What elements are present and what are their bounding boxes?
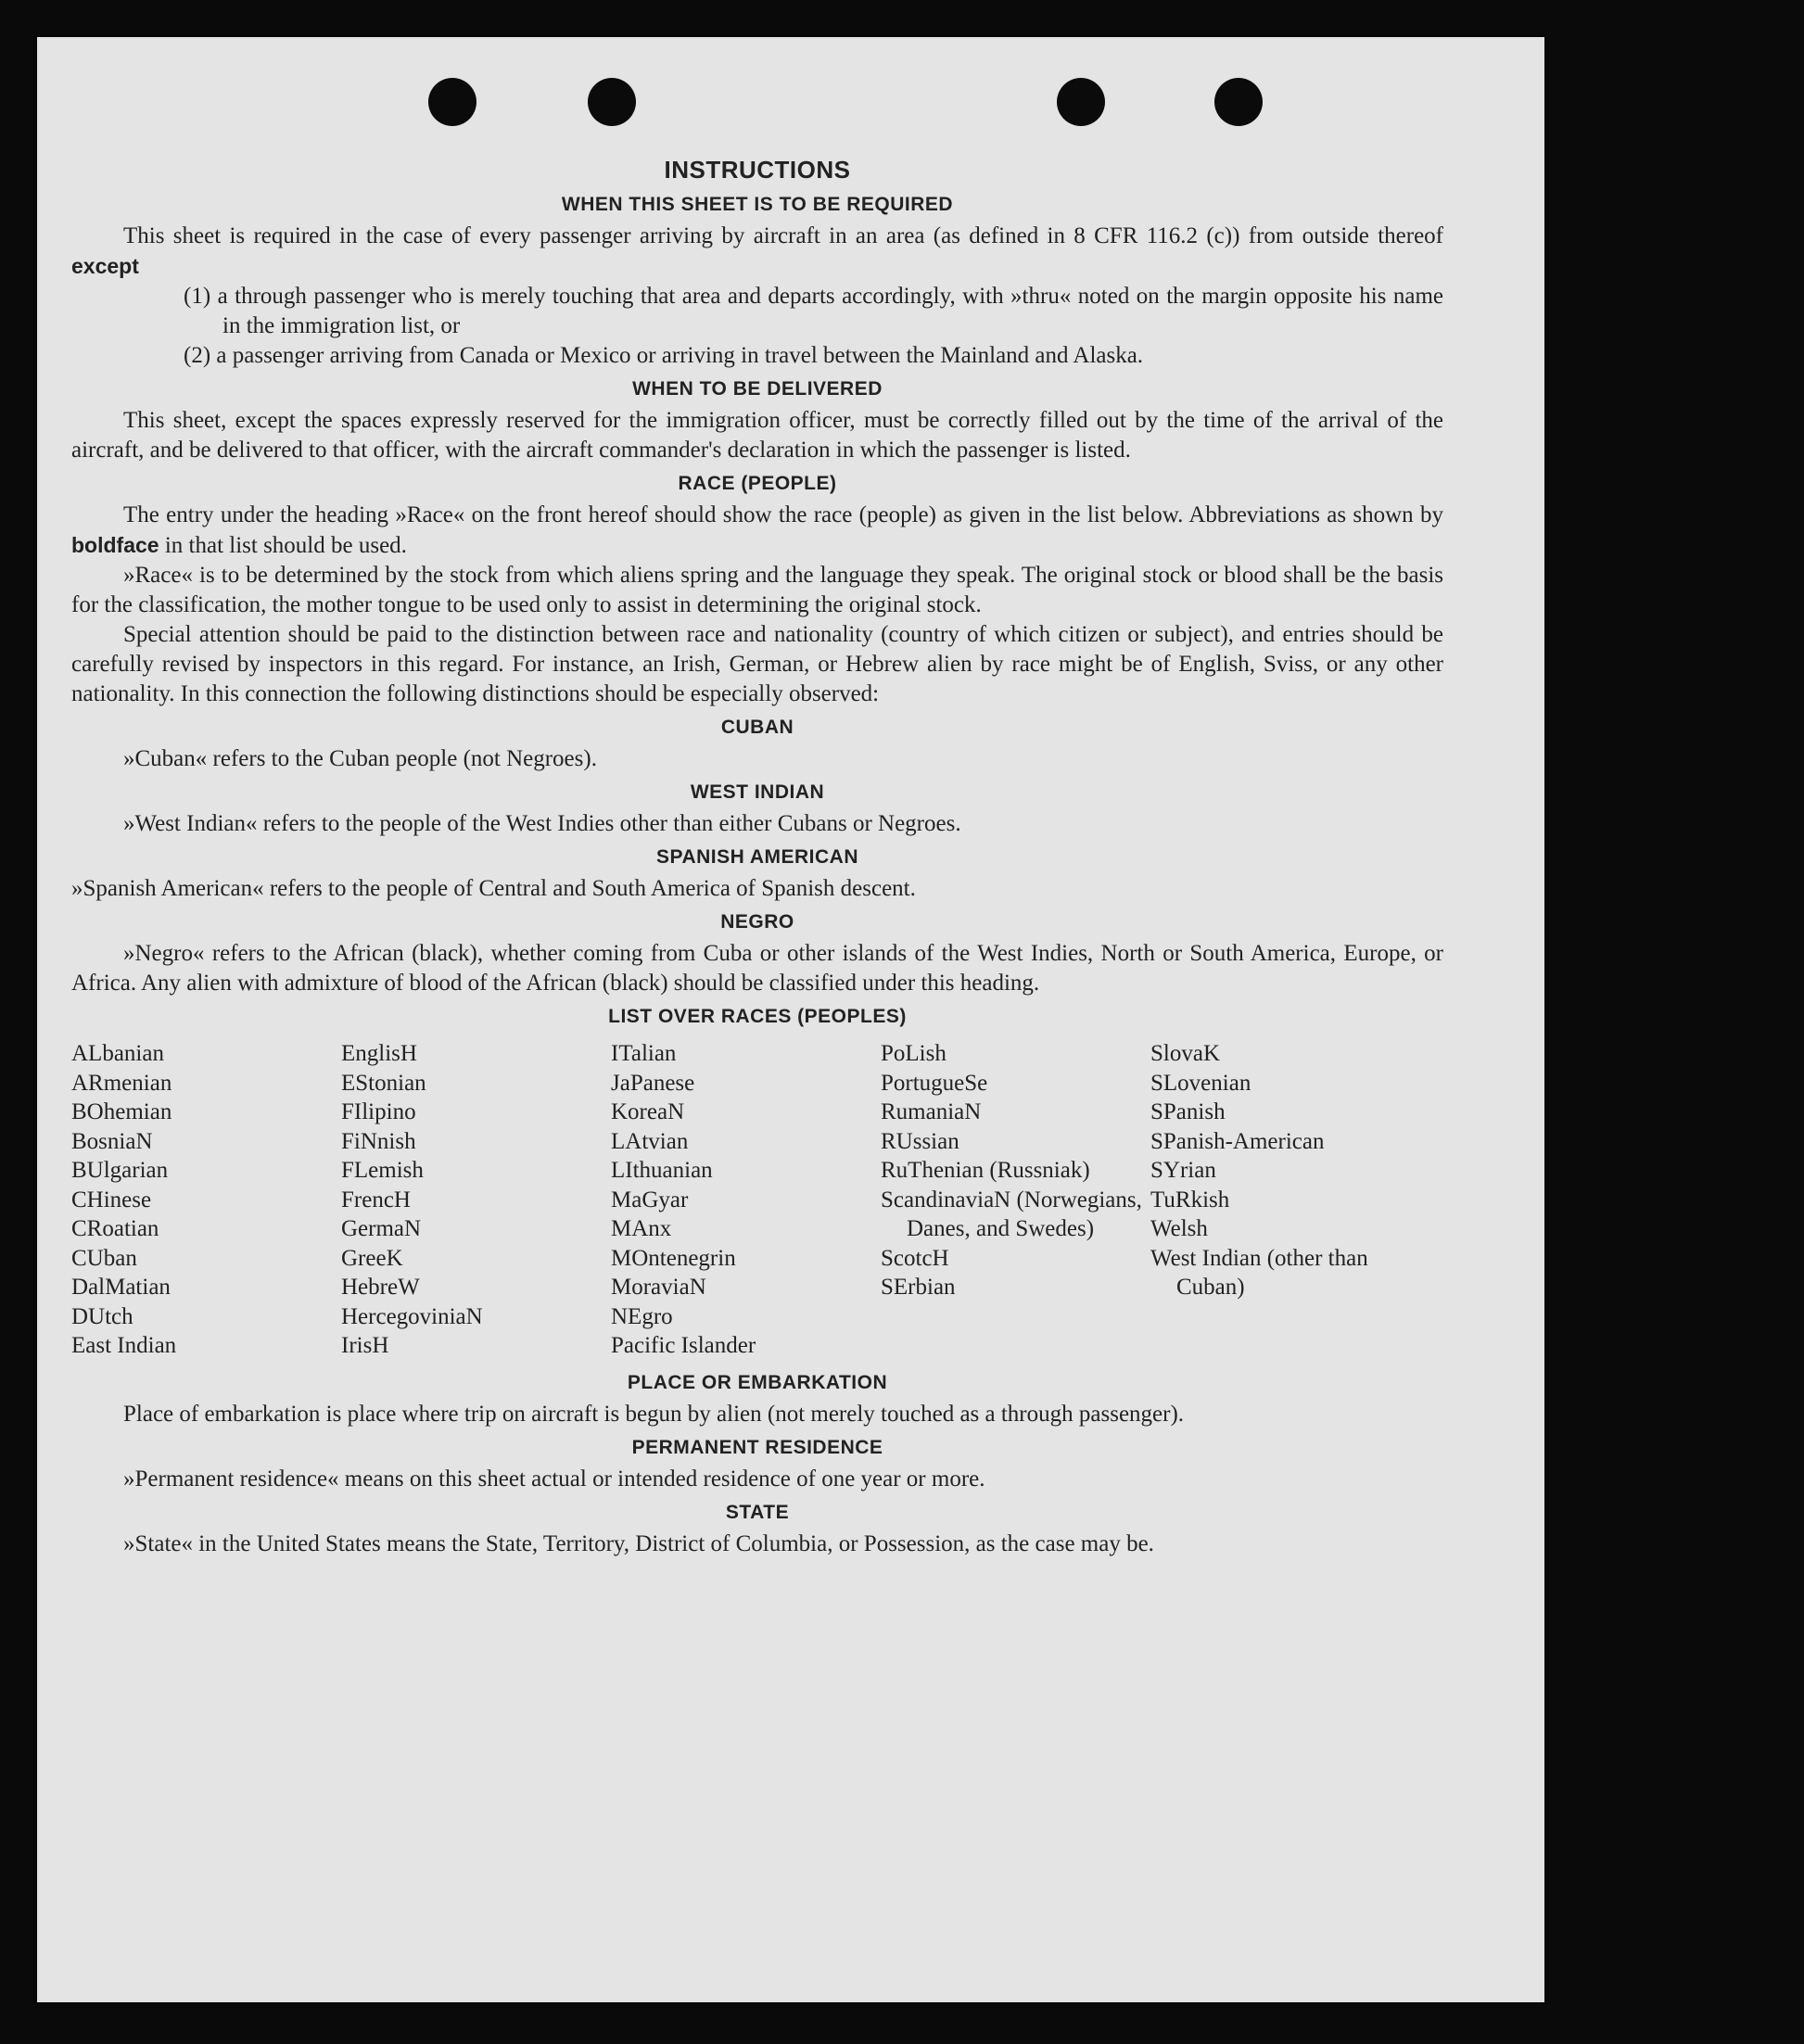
race-entry: Welsh [1150,1216,1208,1241]
race-entry: EnglisH [341,1041,417,1066]
punch-hole [588,78,636,126]
race-entry: FIlipino [341,1099,416,1124]
race-list [71,1039,1443,1361]
race-entry: HebreW [341,1275,420,1300]
race-entry: Pacific Islander [611,1333,756,1358]
race-entry: BUlgarian [71,1158,169,1183]
exception-item-2: (2) a passenger arriving from Canada or Mexico or arriving in travel between the Mainland and Alaska. [184,343,1144,368]
race-entry: DUtch [71,1303,133,1329]
paragraph-cuban: »Cuban« refers to the Cuban people (not Negroes). [123,746,597,771]
paragraph-race-3: Special attention should be paid to the distinction between race and nationality (country of which citizen or subject), and entries should be carefully revised by inspectors in this regard. For instance, an Irish, German, or Hebrew alien by race might be of English, Sviss, or any other nationality. In this connection the following distinctions should be especially observed: [71,622,1443,706]
paragraph-state: »State« in the United States means the State, Territory, District of Columbia, or Possession, as the case may be. [123,1530,1154,1556]
race-entry: JaPanese [611,1070,695,1096]
race-entry: ScotcH [881,1245,949,1271]
race-entry: ScandinaviaN (Norwegians, Danes, and Swedes) [881,1187,1142,1241]
race-entry: MaGyar [611,1187,689,1212]
race-entry: ALbanian [71,1041,164,1066]
race-entry: RumaniaN [881,1099,982,1124]
paragraph-race-1: The entry under the heading »Race« on the front hereof should show the race (people) as given in the list below. Abbreviations as shown by boldface in that list should be used. [71,502,1443,558]
race-column-1 [71,1039,341,1361]
race-entry: LAtvian [611,1128,689,1154]
race-entry: LIthuanian [611,1158,713,1183]
section-heading-race-list: LIST OVER RACES (PEOPLES) [608,1006,907,1027]
race-column-2 [341,1039,611,1361]
punch-hole [1057,78,1105,126]
paragraph-required: This sheet is required in the case of every passenger arriving by aircraft in an area (as defined in 8 CFR 116.2 (c)) from outside thereof except [71,223,1443,278]
race-entry: ARmenian [71,1070,172,1096]
section-heading-when-required: WHEN THIS SHEET IS TO BE REQUIRED [561,194,954,215]
paragraph-residence: »Permanent residence« means on this sheet actual or intended residence of one year or more. [123,1466,985,1492]
race-entry: MOntenegrin [611,1245,736,1271]
race-entry: SPanish [1150,1099,1226,1124]
race-column-4 [881,1039,1150,1361]
race-entry: FrencH [341,1187,411,1212]
race-entry: GreeK [341,1245,403,1271]
paragraph-spanish-american: »Spanish American« refers to the people of Central and South America of Spanish descent. [71,876,916,901]
race-entry: PoLish [881,1041,946,1066]
race-entry: PortugueSe [881,1070,988,1096]
bold-boldface: boldface [71,533,159,557]
race-entry: CHinese [71,1187,152,1212]
paragraph-negro: »Negro« refers to the African (black), whether coming from Cuba or other islands of the West Indies, North or South America, Europe, or Africa. Any alien with admixture of blood of the African (black) should be classified under this heading. [71,941,1443,996]
paragraph-west-indian: »West Indian« refers to the people of the West Indies other than either Cubans or Negroes. [123,811,961,836]
race-entry: SlovaK [1150,1041,1220,1066]
section-heading-west-indian: WEST INDIAN [690,781,825,803]
race-entry: KoreaN [611,1099,685,1124]
exception-item-1: (1) a through passenger who is merely touching that area and departs accordingly, with »thru« noted on the margin opposite his name in the immigration list, or [184,284,1443,338]
race-entry: RuThenian (Russniak) [881,1158,1090,1183]
section-heading-race: RACE (PEOPLE) [678,473,837,494]
race-entry: SErbian [881,1275,956,1300]
race-entry: EStonian [341,1070,426,1096]
race-entry: ITalian [611,1041,677,1066]
race-entry: MoraviaN [611,1275,706,1300]
race-entry: FLemish [341,1158,424,1183]
section-heading-state: STATE [725,1501,790,1523]
race-entry: MAnx [611,1216,672,1241]
race-entry: TuRkish [1150,1187,1230,1212]
race-entry: FiNnish [341,1128,416,1154]
race-entry: IrisH [341,1333,389,1358]
race-column-3 [611,1039,881,1361]
section-heading-embarkation: PLACE OR EMBARKATION [627,1371,888,1393]
instructions-content [71,156,1443,1559]
race-entry: HercegoviniaN [341,1303,483,1329]
race-entry: GermaN [341,1216,422,1241]
race-entry: SPanish-American [1150,1128,1325,1154]
paragraph-embarkation: Place of embarkation is place where trip on aircraft is begun by alien (not merely touched as a through passenger). [123,1401,1185,1427]
section-heading-negro: NEGRO [720,911,794,933]
race-entry: SYrian [1150,1158,1216,1183]
race-entry: DalMatian [71,1275,171,1300]
race-entry: CUban [71,1245,137,1271]
race-column-5 [1150,1039,1420,1361]
section-heading-spanish-american: SPANISH AMERICAN [655,846,858,868]
race-entry: CRoatian [71,1216,159,1241]
document-page [37,37,1544,2002]
section-heading-cuban: CUBAN [720,717,794,738]
punch-hole [1214,78,1263,126]
race-entry: RUssian [881,1128,959,1154]
race-entry: SLovenian [1150,1070,1251,1096]
section-heading-when-delivered: WHEN TO BE DELIVERED [632,378,883,400]
paragraph-race-2: »Race« is to be determined by the stock from which aliens spring and the language they speak. The original stock or blood shall be the basis for the classification, the mother tongue to be used only to assist in determining the original stock. [71,563,1443,617]
page-title: INSTRUCTIONS [664,156,851,184]
paragraph-delivered: This sheet, except the spaces expressly reserved for the immigration officer, must be correctly filled out by the time of the arrival of the aircraft, and be delivered to that officer, with the aircraft commander's declaration in which the passenger is listed. [71,408,1443,463]
section-heading-residence: PERMANENT RESIDENCE [631,1436,883,1458]
race-entry: West Indian (other than Cuban) [1150,1245,1368,1300]
race-entry: NEgro [611,1303,673,1329]
race-entry: BOhemian [71,1099,172,1124]
punch-hole [428,78,476,126]
race-entry: BosniaN [71,1128,153,1154]
bold-except: except [71,254,139,278]
race-entry: East Indian [71,1333,177,1358]
